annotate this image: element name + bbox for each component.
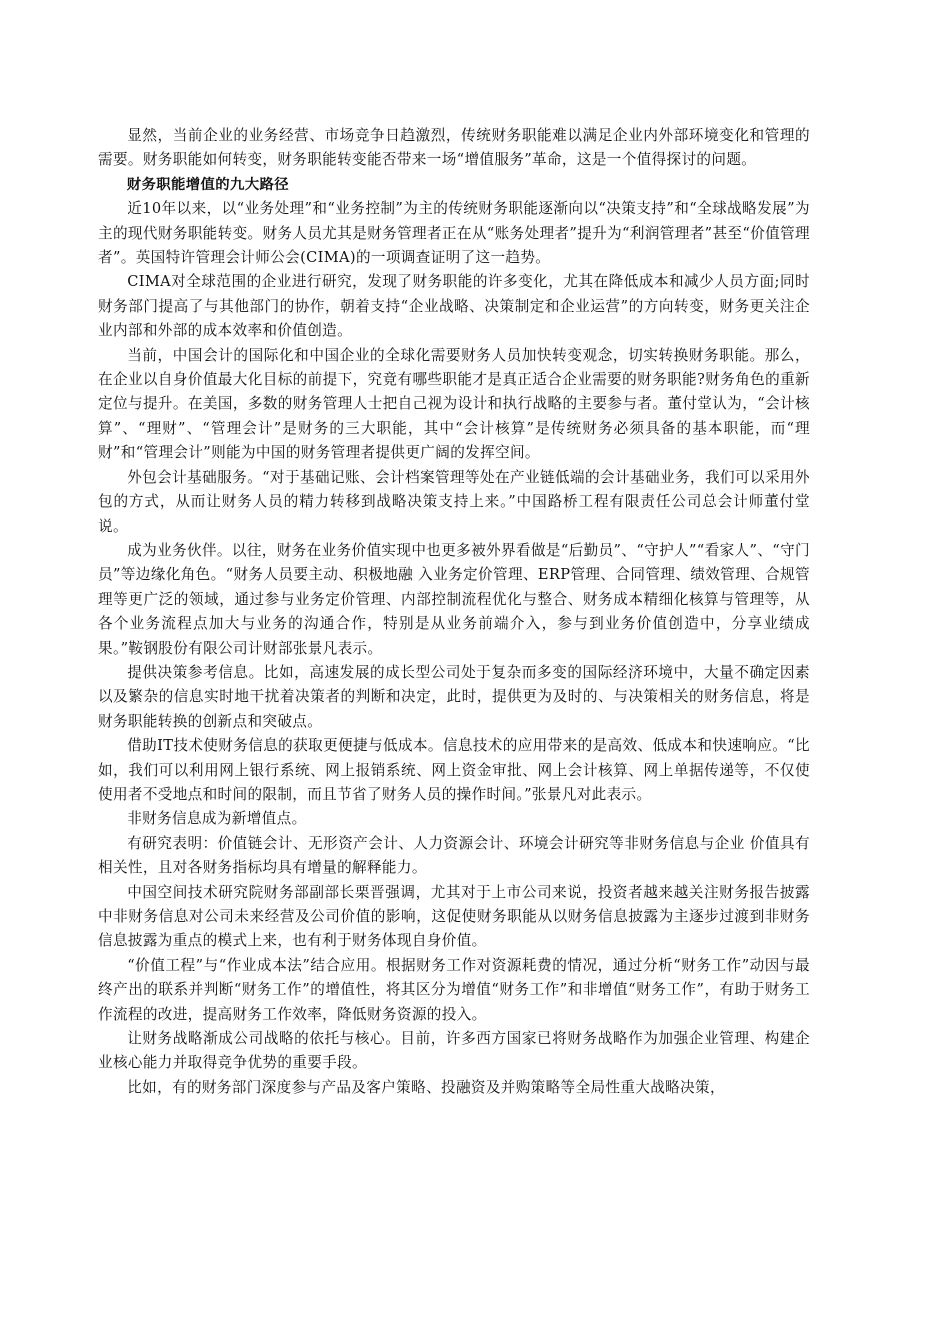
paragraph: 非财务信息成为新增值点。 [127,810,307,828]
paragraph: 让财务战略渐成公司战略的依托与核心。目前，许多西方国家已将财务战略作为加强企业管理、构建企业核心能力并取得竞争优势的重要手段。 [98,1030,810,1072]
paragraph: 外包会计基础服务。“对于基础记账、会计档案管理等处在产业链低端的会计基础业务，我们可以采用外包的方式，从而让财务人员的精力转移到战略决策支持上来。”中国路桥工程有限责任公司总会计师董付堂说。 [98,468,810,535]
paragraph: CIMA对全球范围的企业进行研究，发现了财务职能的许多变化，尤其在降低成本和减少人员方面;同时财务部门提高了与其他部门的协作，朝着支持“企业战略、决策制定和企业运营”的方向转变，财务更关注企业内部和外部的成本效率和价值创造。 [98,273,810,340]
paragraph: “价值工程”与“作业成本法”结合应用。根据财务工作对资源耗费的情况，通过分析“财务工作”动因与最终产出的联系并判断“财务工作”的增值性，将其区分为增值“财务工作”和非增值“财务工作”，有助于财务工作流程的改进，提高财务工作效率，降低财务资源的投入。 [98,956,810,1023]
paragraph: 借助IT技术使财务信息的获取更便捷与低成本。信息技术的应用带来的是高效、低成本和快速响应。“比如，我们可以利用网上银行系统、网上报销系统、网上资金审批、网上会计核算、网上单据传递等，不仅使使用者不受地点和时间的限制，而且节省了财务人员的操作时间。”张景凡对此表示。 [98,737,810,803]
paragraph: 当前，中国会计的国际化和中国企业的全球化需要财务人员加快转变观念，切实转换财务职能。那么，在企业以自身价值最大化目标的前提下，究竟有哪些职能才是真正适合企业需要的财务职能?财务角色的重新定位与提升。在美国，多数的财务管理人士把自己视为设计和执行战略的主要参与者。董付堂认为，“会计核算”、“理财”、“管理会计”是财务的三大职能，其中“会计核算”是传统财务必须具备的基本职能，而“理财”和“管理会计”则能为中国的财务管理者提供更广阔的发挥空间。 [98,346,810,462]
paragraph: 成为业务伙伴。以往，财务在业务价值实现中也更多被外界看做是“后勤员”、“守护人”“看家人”、“守门员”等边缘化角色。“财务人员要主动、积极地融 入业务定价管理、ERP管理、合同管理、绩效管理、合规管理等更广泛的领域，通过参与业务定价管理、内部控制流程优化与整合、财务成本精细化核算与管理等，从各个业务流程点加大与业务的沟通合作，特别是从业务前端介入，参与到业务价值创造中，分享业绩成果。”鞍钢股份有限公司计财部张景凡表示。 [98,541,810,657]
paragraph-intro: 显然，当前企业的业务经营、市场竞争日趋激烈，传统财务职能难以满足企业内外部环境变化和管理的需要。财务职能如何转变，财务职能转变能否带来一场“增值服务”革命，这是一个值得探讨的问题。 [98,127,810,169]
paragraph: 提供决策参考信息。比如，高速发展的成长型公司处于复杂而多变的国际经济环境中，大量不确定因素以及繁杂的信息实时地干扰着决策者的判断和决定，此时，提供更为及时的、与决策相关的财务信息，将是财务职能转换的创新点和突破点。 [98,663,810,730]
section-heading: 财务职能增值的九大路径 [126,176,289,193]
paragraph: 比如，有的财务部门深度参与产品及客户策略、投融资及并购策略等全局性重大战略决策， [127,1078,725,1096]
document-body [98,124,810,1100]
paragraph: 近10年以来，以“业务处理”和“业务控制”为主的传统财务职能逐渐向以“决策支持”和“全球战略发展”为主的现代财务职能转变。财务人员尤其是财务管理者正在从“账务处理者”提升为“利润管理者”甚至“价值管理者”。英国特许管理会计师公会(CIMA)的一项调查证明了这一趋势。 [98,200,810,267]
paragraph: 有研究表明：价值链会计、无形资产会计、人力资源会计、环境会计研究等非财务信息与企业 价值具有相关性，且对各财务指标均具有增量的解释能力。 [98,834,810,877]
paragraph: 中国空间技术研究院财务部副部长栗晋强调，尤其对于上市公司来说，投资者越来越关注财务报告披露中非财务信息对公司未来经营及公司价值的影响，这促使财务职能从以财务信息披露为主逐步过渡到非财务信息披露为重点的模式上来，也有利于财务体现自身价值。 [98,883,810,950]
